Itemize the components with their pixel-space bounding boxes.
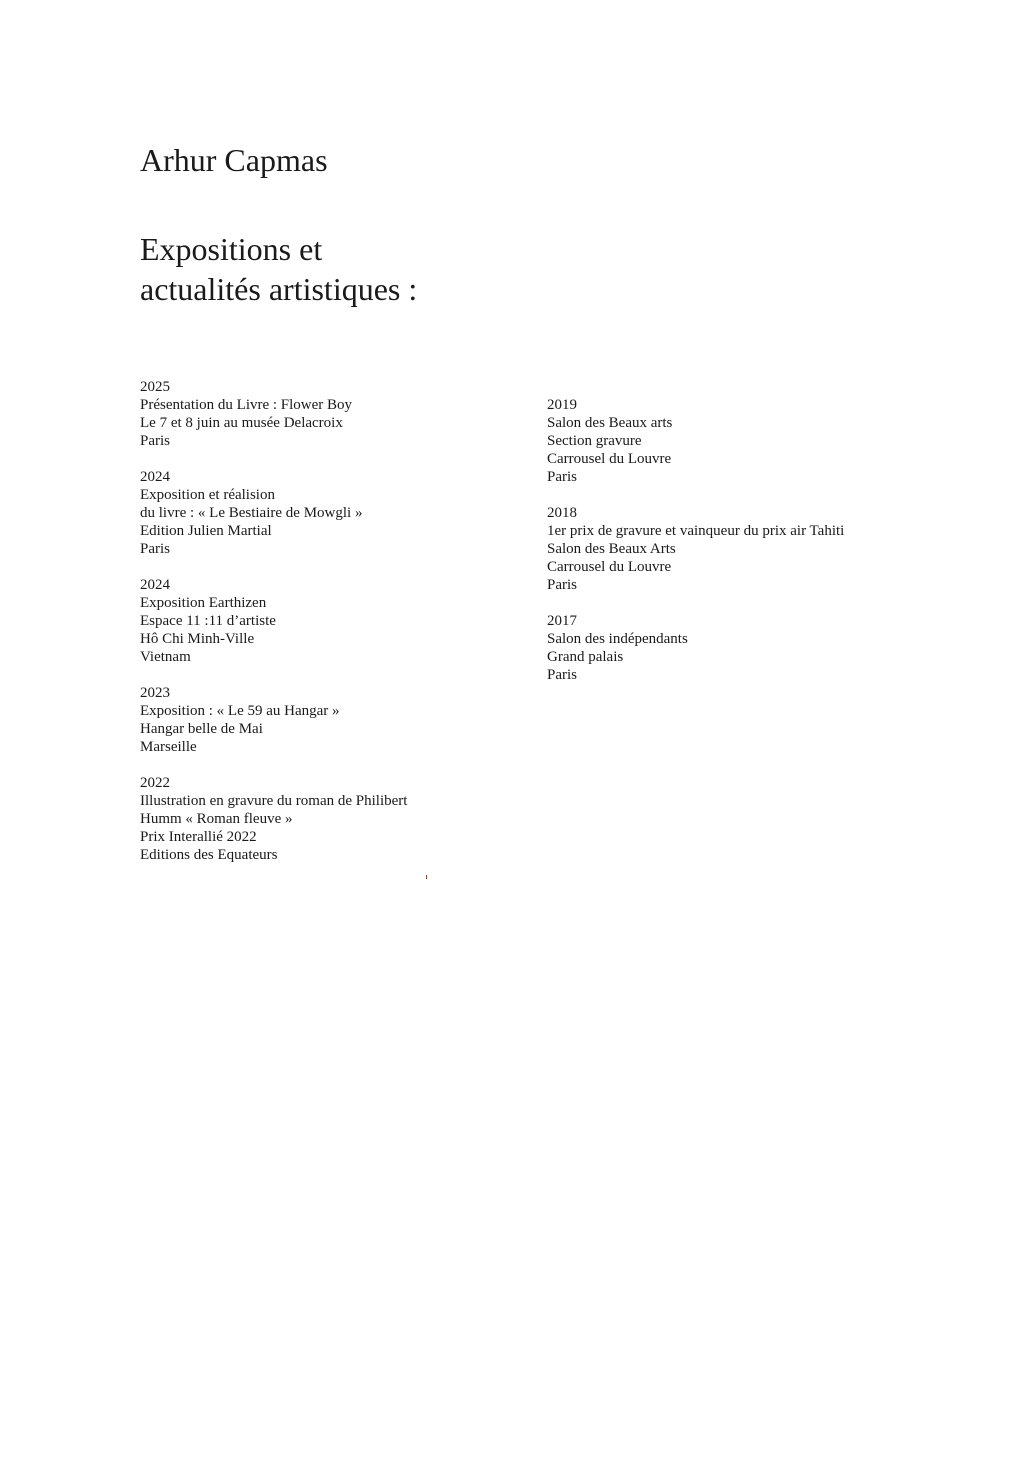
entry-line: Carrousel du Louvre bbox=[547, 451, 672, 467]
entry-line: Prix Interallié 2022 bbox=[140, 829, 257, 845]
exhibition-entry bbox=[547, 396, 844, 486]
entry-line: Paris bbox=[140, 541, 170, 557]
entry-year: 2017 bbox=[547, 613, 577, 629]
right-column bbox=[547, 396, 844, 702]
entry-year: 2024 bbox=[140, 577, 170, 593]
entry-year: 2024 bbox=[140, 469, 170, 485]
section-heading-line: actualités artistiques : bbox=[140, 271, 418, 307]
entry-line: Hangar belle de Mai bbox=[140, 721, 263, 737]
entry-line: Grand palais bbox=[547, 649, 624, 665]
entry-line: Présentation du Livre : Flower Boy bbox=[140, 397, 353, 413]
entry-line: Exposition : « Le 59 au Hangar » bbox=[140, 703, 340, 719]
entry-line: Salon des Beaux arts bbox=[547, 415, 673, 431]
entry-line: Paris bbox=[547, 667, 577, 683]
entry-line: Espace 11 :11 d’artiste bbox=[140, 613, 276, 629]
entry-line: Illustration en gravure du roman de Philibert bbox=[140, 793, 408, 809]
entry-line: Edition Julien Martial bbox=[140, 523, 272, 539]
entry-line: Paris bbox=[547, 577, 577, 593]
entry-line: Paris bbox=[547, 469, 577, 485]
entry-line: 1er prix de gravure et vainqueur du prix air Tahiti bbox=[547, 523, 845, 539]
exhibition-entry bbox=[140, 684, 407, 756]
entry-year: 2018 bbox=[547, 505, 577, 521]
entry-line: Salon des indépendants bbox=[547, 631, 688, 647]
entry-line: Editions des Equateurs bbox=[140, 847, 278, 863]
artist-name: Arhur Capmas bbox=[140, 142, 328, 178]
entry-line: Paris bbox=[140, 433, 170, 449]
section-heading bbox=[140, 229, 417, 309]
exhibition-entry bbox=[140, 468, 407, 558]
entry-year: 2019 bbox=[547, 397, 577, 413]
exhibition-entry bbox=[140, 576, 407, 666]
exhibition-entry bbox=[547, 504, 844, 594]
entry-year: 2022 bbox=[140, 775, 170, 791]
left-column bbox=[140, 378, 407, 882]
entry-line: Marseille bbox=[140, 739, 197, 755]
entry-year: 2023 bbox=[140, 685, 170, 701]
entry-line: Humm « Roman fleuve » bbox=[140, 811, 293, 827]
entry-line: Carrousel du Louvre bbox=[547, 559, 672, 575]
entry-line: Le 7 et 8 juin au musée Delacroix bbox=[140, 415, 343, 431]
entry-line: Salon des Beaux Arts bbox=[547, 541, 676, 557]
entry-line: Hô Chi Minh-Ville bbox=[140, 631, 255, 647]
entry-line: du livre : « Le Bestiaire de Mowgli » bbox=[140, 505, 363, 521]
entry-line: Vietnam bbox=[140, 649, 191, 665]
exhibition-entry bbox=[140, 378, 407, 450]
stray-mark bbox=[426, 875, 427, 879]
entry-year: 2025 bbox=[140, 379, 170, 395]
entry-line: Exposition et réalision bbox=[140, 487, 275, 503]
section-heading-line: Expositions et bbox=[140, 231, 323, 267]
exhibition-entry bbox=[140, 774, 407, 864]
entry-line: Exposition Earthizen bbox=[140, 595, 267, 611]
exhibition-entry bbox=[547, 612, 844, 684]
entry-line: Section gravure bbox=[547, 433, 642, 449]
